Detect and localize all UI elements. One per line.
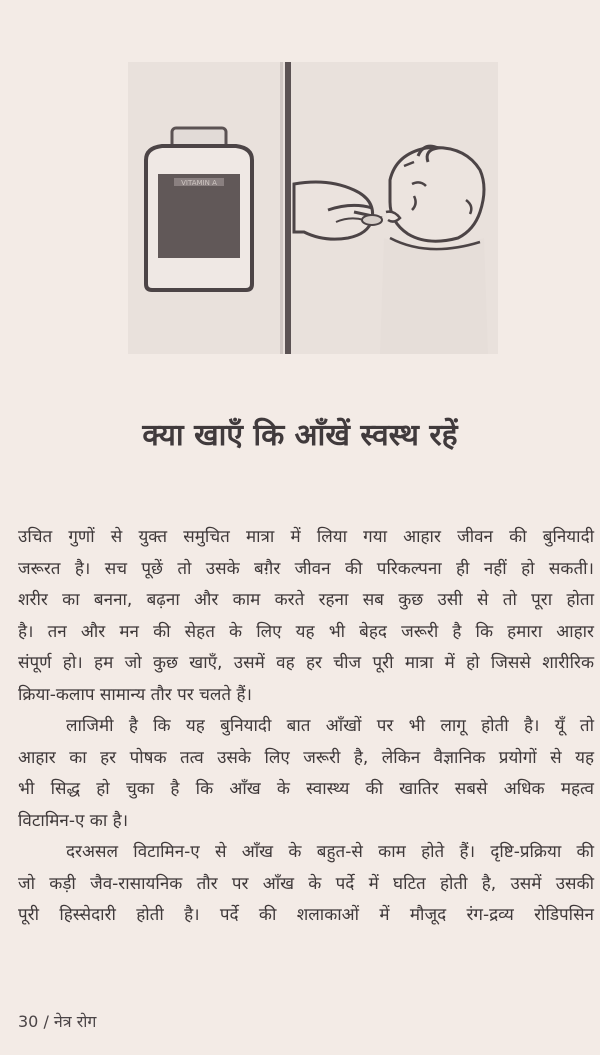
text-line: लाजिमी है कि यह बुनियादी बात आँखों पर भी लागू होती है। यूँ तो xyxy=(66,716,594,736)
text-line: जरूरत है। सच पूछें तो उसके बग़ैर जीवन की परिकल्पना ही नहीं हो सकती। xyxy=(18,558,594,579)
text-line: दरअसल विटामिन-ए से आँख के बहुत-से काम होते हैं। दृष्टि-प्रक्रिया की xyxy=(66,842,594,862)
text-line: भी सिद्ध हो चुका है कि आँख के स्वास्थ्य की खातिर सबसे अधिक महत्व xyxy=(18,779,594,799)
article-body xyxy=(18,522,594,932)
baby-face-icon xyxy=(380,146,488,354)
article-title: क्या खाएँ कि आँखें स्वस्थ रहें xyxy=(142,418,458,453)
text-line: आहार का हर पोषक तत्व उसके लिए जरूरी है, लेकिन वैज्ञानिक प्रयोगों से यह xyxy=(18,747,594,768)
text-line: विटामिन-ए का है। xyxy=(18,810,129,831)
text-line: है। तन और मन की सेहत के लिए यह भी बेहद जरूरी है कि हमारा आहार xyxy=(18,621,594,642)
hand-spoon-icon xyxy=(294,182,382,239)
text-line: शरीर का बनना, बढ़ना और काम करते रहना सब कुछ उसी से तो पूरा होता xyxy=(18,590,594,610)
page-footer: 30 / नेत्र रोग xyxy=(18,1012,97,1031)
text-line: उचित गुणों से युक्त समुचित मात्रा में लिया गया आहार जीवन की बुनियादी xyxy=(18,527,594,547)
text-line: क्रिया-कलाप सामान्य तौर पर चलते हैं। xyxy=(18,684,252,705)
text-line: संपूर्ण हो। हम जो कुछ खाएँ, उसमें वह हर चीज पूरी मात्रा में हो जिससे शारीरिक xyxy=(18,653,594,673)
paragraph xyxy=(18,837,594,932)
illustration-divider xyxy=(285,62,291,354)
vitamin-bottle-icon xyxy=(146,128,252,290)
illustration-vitamin-feeding xyxy=(128,62,498,354)
bottle-label: VITAMIN A xyxy=(181,179,217,187)
text-line: जो कड़ी जैव-रासायनिक तौर पर आँख के पर्दे में घटित होती है, उसमें उसकी xyxy=(18,873,594,894)
text-line: पूरी हिस्सेदारी होती है। पर्दे की शलाकाओं में मौजूद रंग-द्रव्य रोडिपसिन xyxy=(18,905,594,925)
paragraph xyxy=(18,711,594,837)
paragraph xyxy=(18,522,594,711)
